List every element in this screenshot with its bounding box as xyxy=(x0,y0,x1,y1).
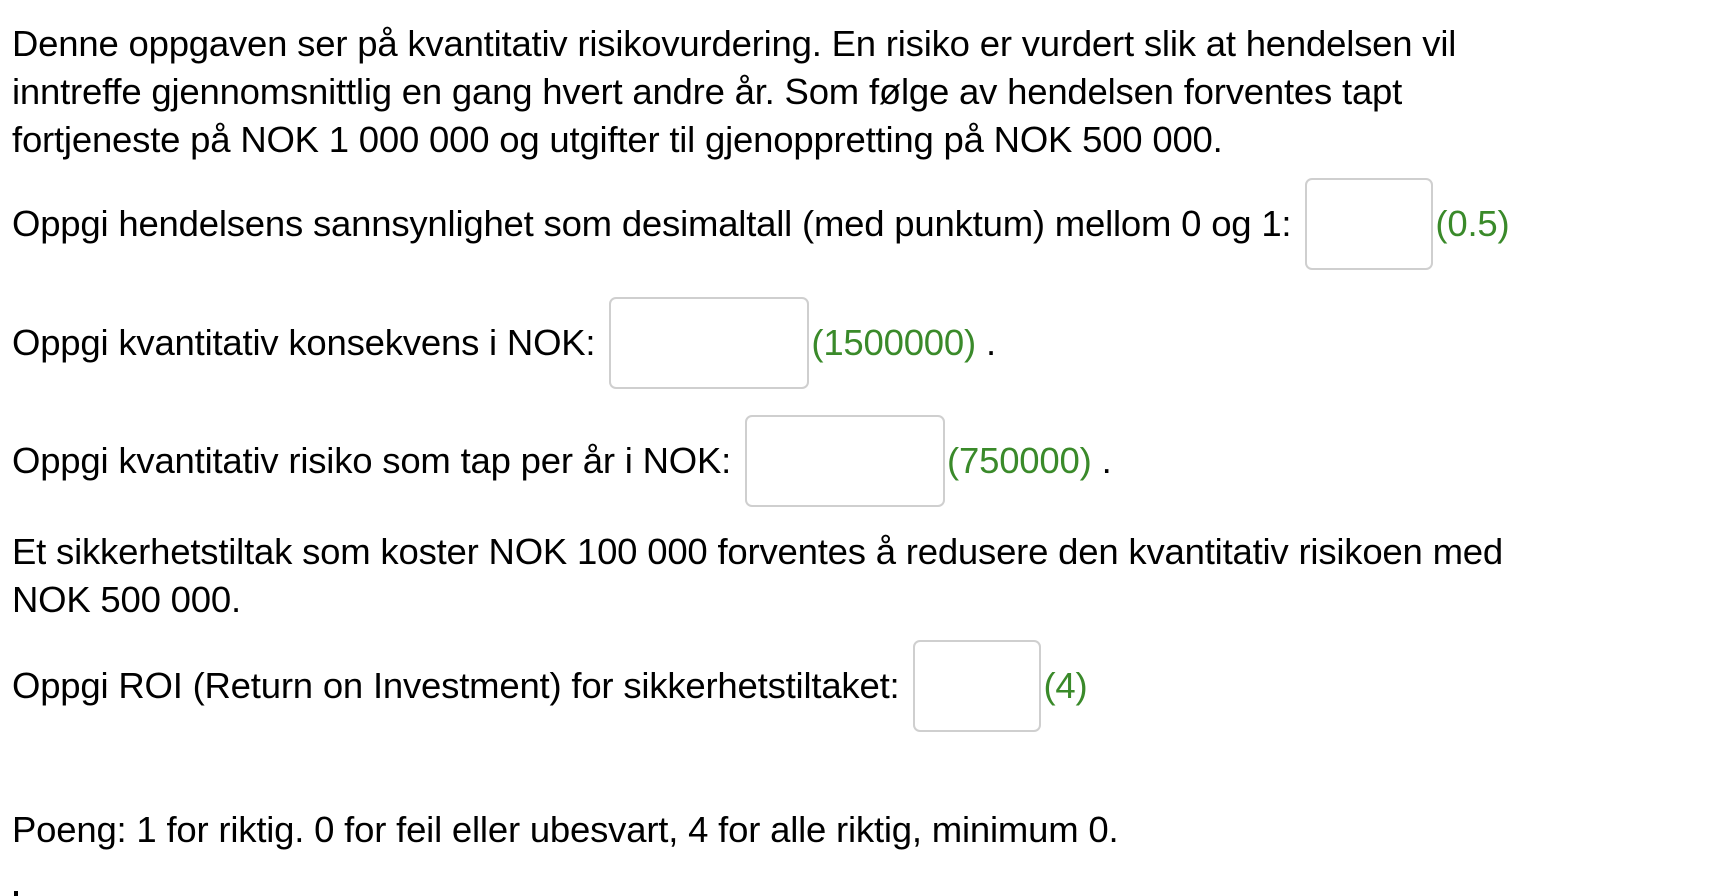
trailing-period: . xyxy=(1101,440,1112,481)
roi-input[interactable] xyxy=(913,640,1041,732)
question-annual-risk xyxy=(12,415,1112,507)
measure-line: Et sikkerhetstiltak som koster NOK 100 000 forventes å redusere den kvantitativ risikoen med xyxy=(12,531,1503,572)
intro-line: Denne oppgaven ser på kvantitativ risikovurdering. En risiko er vurdert slik at hendelsen vil xyxy=(12,23,1457,64)
correct-answer-feedback: (750000) xyxy=(947,440,1092,481)
intro-paragraph xyxy=(12,20,1456,164)
question-probability xyxy=(12,178,1509,270)
correct-answer-feedback: (0.5) xyxy=(1435,203,1510,244)
question-label: Oppgi ROI (Return on Investment) for sikkerhetstiltaket: xyxy=(12,665,900,706)
scoring-line: Poeng: 1 for riktig. 0 for feil eller ubesvart, 4 for alle riktig, minimum 0. xyxy=(12,809,1119,850)
correct-answer-feedback: (1500000) xyxy=(811,322,976,363)
intro-line: inntreffe gjennomsnittlig en gang hvert andre år. Som følge av hendelsen forventes tapt xyxy=(12,71,1403,112)
annual-risk-input[interactable] xyxy=(745,415,945,507)
measure-paragraph xyxy=(12,528,1503,624)
text-cursor-mark xyxy=(14,891,18,896)
probability-input[interactable] xyxy=(1305,178,1433,270)
correct-answer-feedback: (4) xyxy=(1043,665,1088,706)
question-consequence xyxy=(12,297,996,389)
intro-line: fortjeneste på NOK 1 000 000 og utgifter til gjenoppretting på NOK 500 000. xyxy=(12,119,1223,160)
question-label: Oppgi kvantitativ risiko som tap per år i NOK: xyxy=(12,440,732,481)
question-roi xyxy=(12,640,1087,732)
trailing-period: . xyxy=(985,322,996,363)
question-label: Oppgi hendelsens sannsynlighet som desimaltall (med punktum) mellom 0 og 1: xyxy=(12,203,1292,244)
measure-line: NOK 500 000. xyxy=(12,579,241,620)
scoring-text xyxy=(12,806,1118,854)
consequence-input[interactable] xyxy=(609,297,809,389)
question-label: Oppgi kvantitativ konsekvens i NOK: xyxy=(12,322,596,363)
